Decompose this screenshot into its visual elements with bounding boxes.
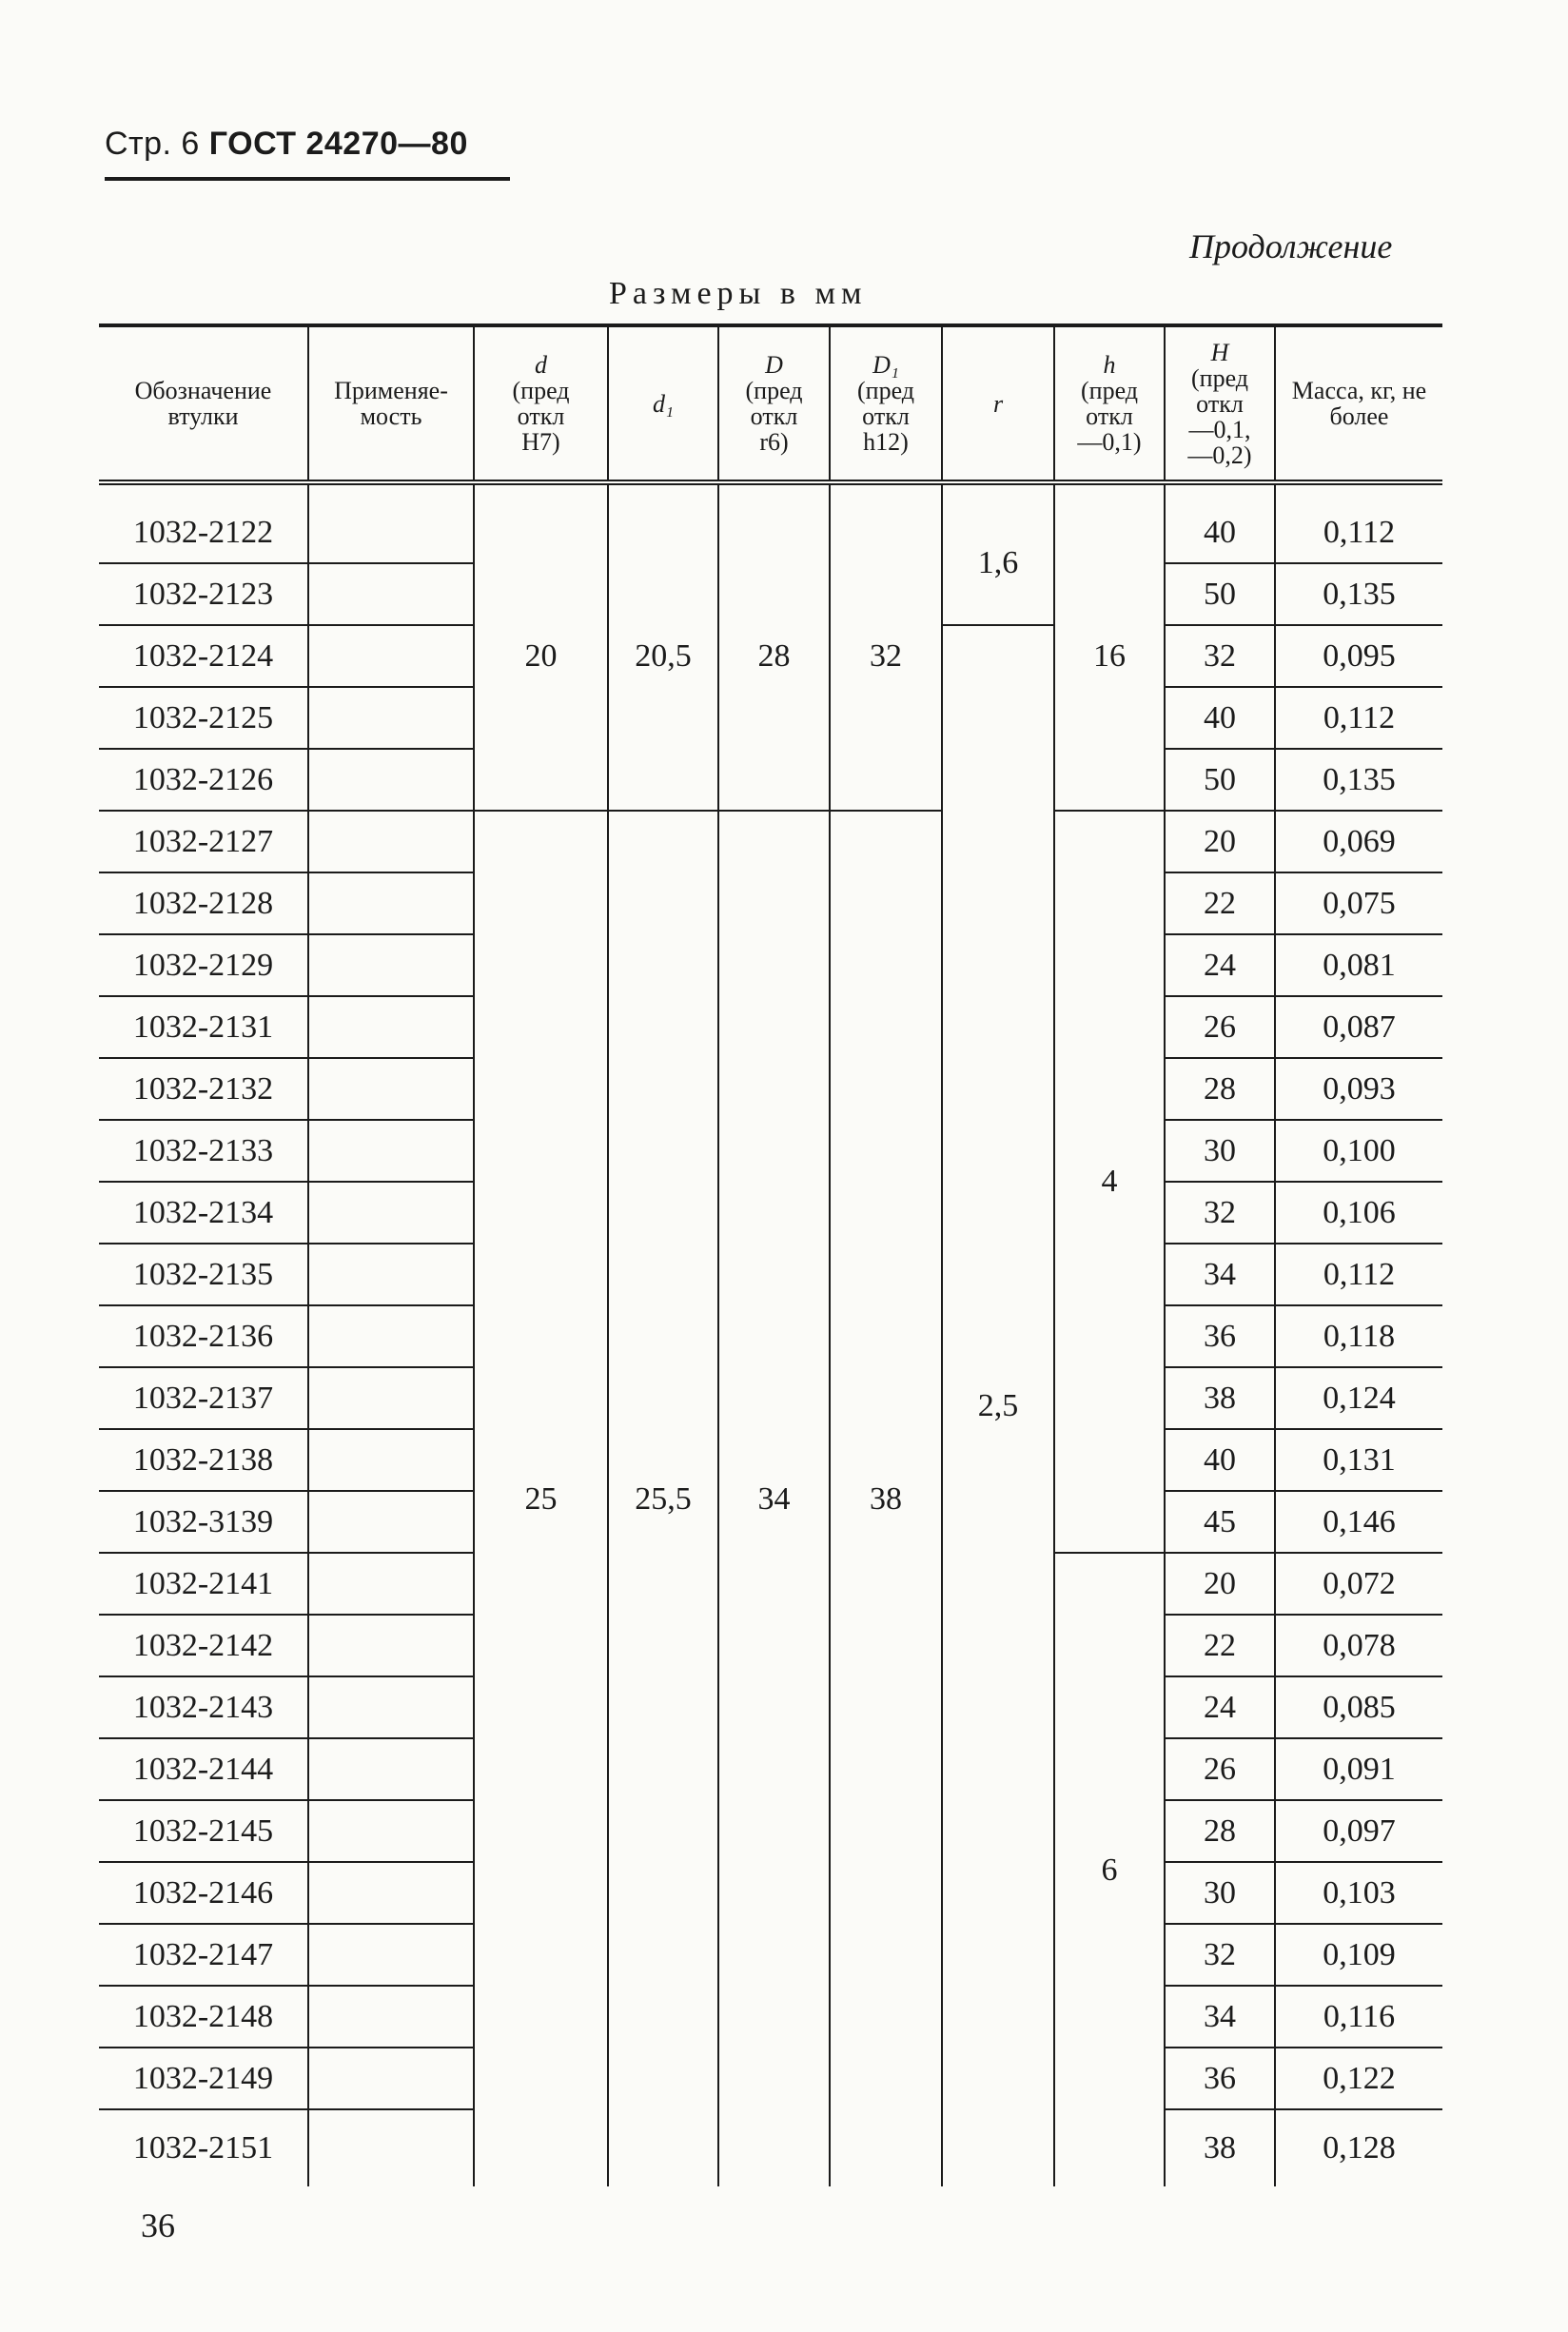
- h-cell: 16: [1054, 502, 1165, 811]
- table-row: [99, 811, 1442, 872]
- col-D1: D₁ (пред откл h12): [830, 325, 942, 482]
- spacer-cell: [1275, 482, 1442, 502]
- designation-cell: 1032-2151: [132, 2130, 274, 2165]
- designation-cell: 1032-2138: [99, 1429, 308, 1491]
- col-h: h (пред откл —0,1): [1054, 325, 1165, 482]
- spacer-cell: [718, 482, 830, 502]
- applicability-cell: [308, 1986, 474, 2048]
- spacer-cell: [942, 482, 1054, 502]
- applicability-cell: [308, 2048, 474, 2109]
- mass-cell: 0,112: [1275, 502, 1442, 563]
- H-cell: 20: [1165, 811, 1275, 872]
- mass-cell: 0,072: [1275, 1553, 1442, 1615]
- mass-cell: 0,118: [1275, 1305, 1442, 1367]
- col-applicability: Применяе-мость: [308, 325, 474, 482]
- bushing-table: [99, 323, 1442, 2186]
- H-cell: 32: [1165, 625, 1275, 687]
- spacer-cell: [474, 482, 608, 502]
- applicability-cell: [308, 872, 474, 934]
- designation-cell: 1032-2128: [99, 872, 308, 934]
- D-cell: 34: [718, 811, 830, 2186]
- H-cell: 30: [1165, 1862, 1275, 1924]
- D1-cell: 32: [830, 502, 942, 811]
- designation-cell: 1032-2147: [99, 1924, 308, 1986]
- mass-cell: 0,081: [1275, 934, 1442, 996]
- mass-cell: 0,103: [1275, 1862, 1442, 1924]
- H-cell: 24: [1165, 934, 1275, 996]
- H-cell: 30: [1165, 1120, 1275, 1182]
- designation-cell: 1032-2122: [99, 502, 308, 563]
- H-cell: 40: [1165, 502, 1275, 563]
- designation-cell: 1032-2131: [99, 996, 308, 1058]
- applicability-cell: [308, 1244, 474, 1305]
- H-cell: 26: [1165, 996, 1275, 1058]
- H-cell: 45: [1165, 1491, 1275, 1553]
- spacer-cell: [308, 482, 474, 502]
- page-header: [105, 126, 468, 163]
- mass-cell: 0,106: [1275, 1182, 1442, 1244]
- d-cell: 20: [474, 502, 608, 811]
- designation-cell: 1032-2144: [99, 1738, 308, 1800]
- applicability-cell: [308, 1738, 474, 1800]
- spacer-cell: [1165, 482, 1275, 502]
- H-cell: 28: [1165, 1058, 1275, 1120]
- header-rule: [105, 177, 510, 181]
- D-cell: 28: [718, 502, 830, 811]
- h-cell: 6: [1054, 1553, 1165, 2186]
- mass-cell: 0,093: [1275, 1058, 1442, 1120]
- designation-cell: 1032-2129: [99, 934, 308, 996]
- designation-cell: 1032-2125: [99, 687, 308, 749]
- designation-cell: 1032-2126: [99, 749, 308, 811]
- applicability-cell: [308, 1862, 474, 1924]
- table-row: [99, 502, 1442, 563]
- H-cell: 20: [1165, 1553, 1275, 1615]
- designation-cell: 1032-2137: [99, 1367, 308, 1429]
- applicability-cell: [308, 934, 474, 996]
- H-cell: 22: [1165, 1615, 1275, 1676]
- designation-cell: 1032-2135: [99, 1244, 308, 1305]
- designation-cell: 1032-2145: [99, 1800, 308, 1862]
- d1-cell: 25,5: [608, 811, 718, 2186]
- spacer-cell: [830, 482, 942, 502]
- H-cell: 36: [1165, 1305, 1275, 1367]
- applicability-cell: [308, 1800, 474, 1862]
- col-mass: Масса, кг, не более: [1275, 325, 1442, 482]
- H-cell: 50: [1165, 749, 1275, 811]
- r-cell: 1,6: [942, 502, 1054, 625]
- designation-cell: 1032-2136: [99, 1305, 308, 1367]
- designation-cell: 1032-2143: [99, 1676, 308, 1738]
- applicability-cell: [308, 1367, 474, 1429]
- designation-cell: 1032-3139: [99, 1491, 308, 1553]
- H-cell: 24: [1165, 1676, 1275, 1738]
- H-cell: 50: [1165, 563, 1275, 625]
- designation-cell: 1032-2146: [99, 1862, 308, 1924]
- mass-cell: 0,085: [1275, 1676, 1442, 1738]
- standard-number: ГОСТ 24270—80: [208, 126, 468, 162]
- H-cell: 38: [1165, 1367, 1275, 1429]
- mass-cell: 0,100: [1275, 1120, 1442, 1182]
- H-cell: 22: [1165, 872, 1275, 934]
- applicability-cell: [308, 1924, 474, 1986]
- page-number: 36: [141, 2206, 175, 2244]
- spacer-cell: [99, 482, 308, 502]
- mass-cell: 0,116: [1275, 1986, 1442, 2048]
- mass-cell: 0,078: [1275, 1615, 1442, 1676]
- mass-cell: 0,109: [1275, 1924, 1442, 1986]
- H-cell: 32: [1165, 1182, 1275, 1244]
- designation-cell: 1032-2127: [99, 811, 308, 872]
- H-cell: 34: [1165, 1986, 1275, 2048]
- applicability-cell: [308, 563, 474, 625]
- applicability-cell: [308, 1058, 474, 1120]
- applicability-cell: [308, 625, 474, 687]
- r-cell: 2,5: [942, 625, 1054, 2186]
- mass-cell: 0,122: [1275, 2048, 1442, 2109]
- H-cell: 34: [1165, 1244, 1275, 1305]
- applicability-cell: [308, 811, 474, 872]
- spacer-cell: [608, 482, 718, 502]
- mass-cell: 0,095: [1275, 625, 1442, 687]
- applicability-cell: [308, 2109, 474, 2186]
- d1-cell: 20,5: [608, 502, 718, 811]
- designation-cell: 1032-2133: [99, 1120, 308, 1182]
- designation-cell: 1032-2141: [99, 1553, 308, 1615]
- applicability-cell: [308, 1182, 474, 1244]
- D1-cell: 38: [830, 811, 942, 2186]
- applicability-cell: [308, 1676, 474, 1738]
- mass-cell: 0,112: [1275, 687, 1442, 749]
- designation-cell: 1032-2149: [99, 2048, 308, 2109]
- mass-cell: 0,135: [1275, 749, 1442, 811]
- mass-cell: 0,087: [1275, 996, 1442, 1058]
- H-cell: 36: [1165, 2048, 1275, 2109]
- designation-cell: 1032-2142: [99, 1615, 308, 1676]
- applicability-cell: [308, 1491, 474, 1553]
- applicability-cell: [308, 1120, 474, 1182]
- mass-cell: 0,146: [1275, 1491, 1442, 1553]
- mass-cell: 0,112: [1275, 1244, 1442, 1305]
- mass-cell: 0,075: [1275, 872, 1442, 934]
- designation-cell: 1032-2124: [99, 625, 308, 687]
- applicability-cell: [308, 749, 474, 811]
- designation-cell: 1032-2134: [99, 1182, 308, 1244]
- col-H: H (пред откл —0,1, —0,2): [1165, 325, 1275, 482]
- d-cell: 25: [474, 811, 608, 2186]
- designation-cell: 1032-2132: [99, 1058, 308, 1120]
- spacer-cell: [1054, 482, 1165, 502]
- H-cell: 32: [1165, 1924, 1275, 1986]
- H-cell: 40: [1165, 687, 1275, 749]
- H-cell: 26: [1165, 1738, 1275, 1800]
- mass-cell: 0,128: [1275, 2109, 1442, 2186]
- applicability-cell: [308, 687, 474, 749]
- mass-cell: 0,091: [1275, 1738, 1442, 1800]
- H-cell: 28: [1165, 1800, 1275, 1862]
- table-spacer-row: [99, 482, 1442, 502]
- col-designation: Обозначение втулки: [99, 325, 308, 482]
- col-d1: d₁: [608, 325, 718, 482]
- applicability-cell: [308, 1615, 474, 1676]
- designation-cell: 1032-2123: [99, 563, 308, 625]
- mass-cell: 0,069: [1275, 811, 1442, 872]
- table-header-row: [99, 325, 1442, 482]
- applicability-cell: [308, 502, 474, 563]
- mass-cell: 0,135: [1275, 563, 1442, 625]
- applicability-cell: [308, 1305, 474, 1367]
- mass-cell: 0,124: [1275, 1367, 1442, 1429]
- mass-cell: 0,131: [1275, 1429, 1442, 1491]
- continuation-label: Продолжение: [1189, 227, 1393, 265]
- applicability-cell: [308, 1553, 474, 1615]
- applicability-cell: [308, 996, 474, 1058]
- page-prefix: Стр. 6: [105, 126, 200, 162]
- h-cell: 4: [1054, 811, 1165, 1553]
- mass-cell: 0,097: [1275, 1800, 1442, 1862]
- col-d: d (пред откл H7): [474, 325, 608, 482]
- table-caption: Размеры в мм: [609, 276, 868, 311]
- H-cell: 40: [1165, 1429, 1275, 1491]
- applicability-cell: [308, 1429, 474, 1491]
- H-cell: 38: [1165, 2109, 1275, 2186]
- designation-cell: 1032-2148: [99, 1986, 308, 2048]
- col-D: D (пред откл r6): [718, 325, 830, 482]
- col-r: r: [942, 325, 1054, 482]
